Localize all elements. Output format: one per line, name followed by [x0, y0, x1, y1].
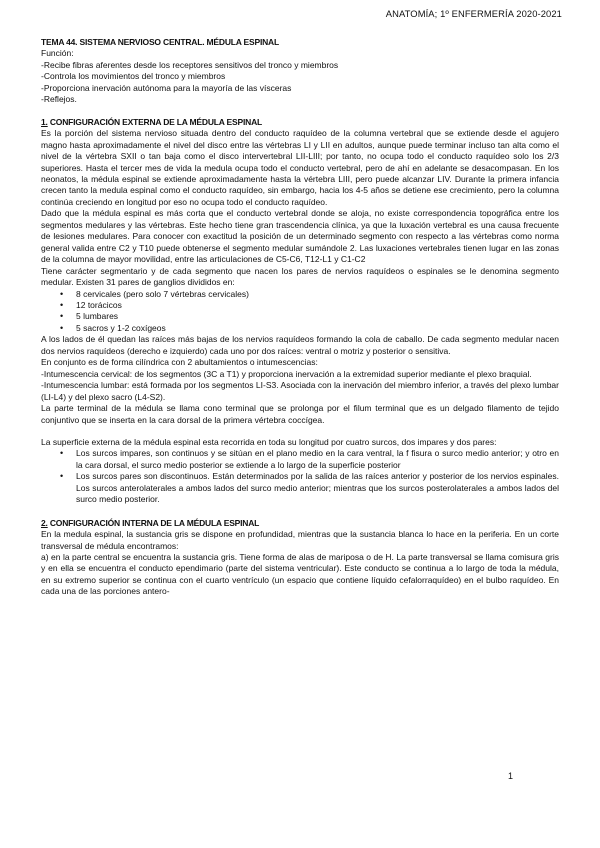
list-item: • Los surcos pares son discontinuos. Están determinados por la salida de las raíces anterior y posterior de los nervios espinales. Los surcos anterolaterales a ambos lados del surco medio anterior; mientras que los surcos posterolaterales a ambos lados del surco medio posterior. [41, 471, 559, 505]
surcos-list [41, 448, 559, 505]
paragraph: La superficie externa de la médula espinal esta recorrida en toda su longitud por cuatro surcos, dos impares y dos pares: [41, 436, 497, 447]
pares-list [41, 289, 559, 335]
paragraph: Es la porción del sistema nervioso situada dentro del conducto raquídeo de la columna vertebral que se extiende desde el agujero magno hasta aproximadamente el nivel del disco entre las vértebras LI y LII en adultos, aunque puede terminar incluso tan alta como el nivel de la vértebra SXII o tan baja como el disco intervertebral LII-LIII; por tanto, no ocupa todo el conducto raquídeo solo los 2/3 superiores. Hasta el tercer mes de vida la medula ocupa todo el conducto vertebral, pero de ahí en adelante se desacompasan. En los neonatos, la médula espinal se extiende aproximadamente hasta la vértebra LIII, pero puede alcanzar LIV. Durante la primera infancia crecen tanto la medula espinal como el conducto raquídeo, sin embargo, hacia los 4-5 años se detiene ese crecimiento, pero la columna continúa creciendo en longitud por eso no ocupa todo el conducto raquídeo. [41, 128, 559, 207]
section-1-number: 1. [41, 116, 48, 127]
section-1-title: CONFIGURACIÓN EXTERNA DE LA MÉDULA ESPINAL [47, 116, 262, 127]
paragraph: Dado que la médula espinal es más corta que el conducto vertebral donde se aloja, no existe correspondencia topográfica entre los segmentos medulares y las vértebras. Este hecho tiene gran trascendencia clínica, ya que la luxación vertebral es una causa frecuente de lesiones medulares. Para conocer con exactitud la posición de un determinado segmento con respecto a las vértebras como norma general valida entre C2 y T10 puede obtenerse el segmento medular sumándole 2. Las luxaciones vertebrales tienen lugar en las zonas de la columna de mayor movilidad, entre las articulaciones de C5-C6, T12-L1 y C1-C2 [41, 208, 559, 265]
funcion-item: -Recibe fibras aferentes desde los receptores sensitivos del tronco y miembros [41, 59, 339, 70]
list-item: • 8 cervicales (pero solo 7 vértebras cervicales) [41, 289, 559, 300]
paragraph: a) en la parte central se encuentra la sustancia gris. Tiene forma de alas de mariposa o de H. La parte transversal se llama comisura gris y en ella se encuentra el conducto ependimario (parte del sistema ventricular). Este conducto se continua a lo largo de toda la médula, en su extremo superior se continua con el cuarto ventrículo (un espacio que contiene líquido cefalorraquídeo) en el bulbo raquídeo. En cada una de las porciones antero- [41, 552, 559, 597]
paragraph: -Intumescencia cervical: de los segmentos (3C a T1) y proporciona inervación a la extremidad superior mediante el plexo braquial. [41, 368, 532, 379]
page-header: ANATOMÍA; 1º ENFERMERÍA 2020-2021 [385, 8, 562, 19]
section-2-heading [41, 518, 559, 529]
funcion-label: Función: [41, 48, 74, 59]
page-content [41, 37, 559, 598]
paragraph: En conjunto es de forma cilíndrica con 2 abultamientos o intumescencias: [41, 357, 318, 368]
list-item: • 5 sacros y 1-2 coxígeos [41, 323, 559, 334]
funcion-item: -Proporciona inervación autónoma para la mayoría de las vísceras [41, 82, 292, 93]
section-2-title: CONFIGURACIÓN INTERNA DE LA MÉDULA ESPINAL [47, 517, 260, 528]
section-1-heading [41, 117, 559, 128]
document-title: TEMA 44. SISTEMA NERVIOSO CENTRAL. MÉDULA ESPINAL [41, 37, 279, 47]
page-number: 1 [507, 771, 513, 781]
section-2-number: 2. [41, 517, 48, 528]
list-item: • 12 torácicos [41, 300, 559, 311]
paragraph: -Intumescencia lumbar: está formada por los segmentos LI-S3. Asociada con la inervación del miembro inferior, a través del plexo lumbar (LI-L4) y del plexo sacro (L4-S2). [41, 380, 559, 402]
list-item: • Los surcos impares, son continuos y se sitúan en el plano medio en la cara ventral, la f fisura o surco medio anterior; y otro en la cara dorsal, el surco medio posterior se extiende a lo largo de la superficie posterior [41, 448, 559, 471]
paragraph: Tiene carácter segmentario y de cada segmento que nacen los pares de nervios raquídeos o espinales se le denomina segmento medular. Existen 31 pares de ganglios divididos en: [41, 265, 559, 288]
funcion-item: -Controla los movimientos del tronco y miembros [41, 71, 226, 82]
paragraph: La parte terminal de la médula se llama cono terminal que se prolonga por el filum terminal que es un delgado filamento de tejido conjuntivo que se inserta en la cara dorsal de la primera vértebra coccígea. [41, 403, 559, 425]
paragraph: A los lados de él quedan las raíces más bajas de los nervios raquídeos formando la cola de caballo. De cada segmento medular nacen dos nervios raquídeos (derecho e izquierdo) cada uno por dos raíces: ventral o motriz y posterior o sensitiva. [41, 334, 559, 356]
funcion-item: -Reflejos. [41, 94, 77, 105]
list-item: • 5 lumbares [41, 311, 559, 322]
paragraph: En la medula espinal, la sustancia gris se dispone en profundidad, mientras que la sustancia blanca lo hace en la periferia. En un corte transversal de médula encontramos: [41, 529, 559, 551]
